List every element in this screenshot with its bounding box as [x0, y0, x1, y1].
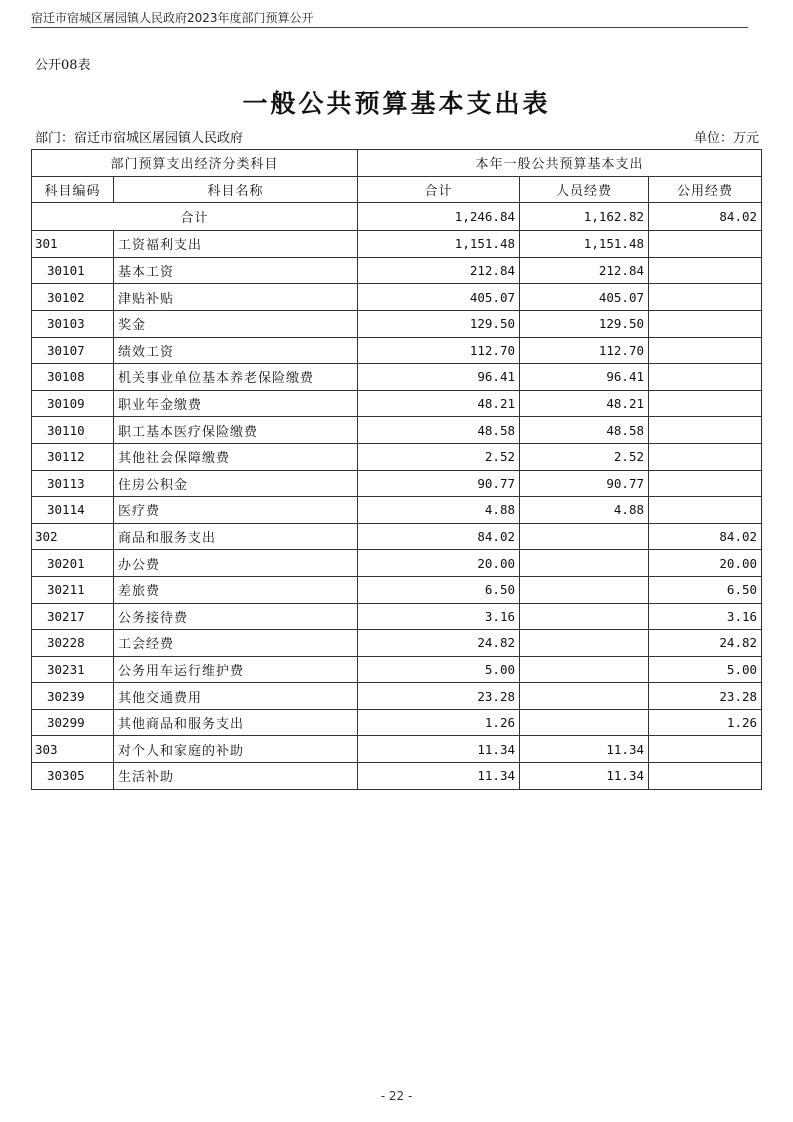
amount-public-cell: 3.16 [649, 603, 762, 630]
amount-personnel-cell [520, 683, 649, 710]
account-code-cell: 30211 [32, 576, 114, 603]
table-row [32, 630, 762, 657]
account-name-cell: 差旅费 [114, 576, 358, 603]
column-header-public: 公用经费 [649, 176, 762, 203]
amount-personnel-cell: 11.34 [520, 736, 649, 763]
amount-personnel-cell [520, 709, 649, 736]
table-row [32, 284, 762, 311]
account-code-cell: 30305 [32, 763, 114, 790]
amount-total-cell: 5.00 [358, 656, 520, 683]
form-number: 公开08表 [35, 58, 91, 73]
amount-personnel-cell: 90.77 [520, 470, 649, 497]
account-name-cell: 住房公积金 [114, 470, 358, 497]
column-header-personnel: 人员经费 [520, 176, 649, 203]
amount-personnel-cell: 112.70 [520, 337, 649, 364]
amount-public-cell [649, 231, 762, 258]
total-public-cell: 84.02 [649, 203, 762, 231]
amount-personnel-cell: 48.21 [520, 390, 649, 417]
header-divider [31, 27, 748, 28]
amount-total-cell: 90.77 [358, 470, 520, 497]
account-name-cell: 办公费 [114, 550, 358, 577]
account-code-cell: 30112 [32, 443, 114, 470]
column-header-total: 合计 [358, 176, 520, 203]
amount-public-cell: 20.00 [649, 550, 762, 577]
account-name-cell: 公务接待费 [114, 603, 358, 630]
account-name-cell: 其他交通费用 [114, 683, 358, 710]
account-code-cell: 30114 [32, 497, 114, 524]
amount-public-cell [649, 763, 762, 790]
department-label: 部门：宿迁市宿城区屠园镇人民政府 [35, 131, 244, 146]
amount-public-cell: 24.82 [649, 630, 762, 657]
table-row [32, 497, 762, 524]
amount-personnel-cell [520, 550, 649, 577]
account-name-cell: 工会经费 [114, 630, 358, 657]
amount-total-cell: 6.50 [358, 576, 520, 603]
amount-total-cell: 1.26 [358, 709, 520, 736]
amount-total-cell: 1,151.48 [358, 231, 520, 258]
amount-personnel-cell: 212.84 [520, 257, 649, 284]
amount-public-cell: 6.50 [649, 576, 762, 603]
table-row [32, 550, 762, 577]
account-code-cell: 30113 [32, 470, 114, 497]
account-name-cell: 职工基本医疗保险缴费 [114, 417, 358, 444]
table-row [32, 576, 762, 603]
account-code-cell: 30201 [32, 550, 114, 577]
amount-total-cell: 405.07 [358, 284, 520, 311]
account-code-cell: 30299 [32, 709, 114, 736]
amount-personnel-cell: 405.07 [520, 284, 649, 311]
amount-total-cell: 129.50 [358, 310, 520, 337]
amount-personnel-cell: 2.52 [520, 443, 649, 470]
amount-personnel-cell [520, 523, 649, 550]
amount-total-cell: 2.52 [358, 443, 520, 470]
amount-public-cell [649, 284, 762, 311]
amount-total-cell: 48.58 [358, 417, 520, 444]
amount-personnel-cell: 1,151.48 [520, 231, 649, 258]
amount-total-cell: 20.00 [358, 550, 520, 577]
table-row [32, 603, 762, 630]
amount-public-cell [649, 337, 762, 364]
table-row [32, 257, 762, 284]
amount-personnel-cell: 96.41 [520, 364, 649, 391]
page-number: - 22 - [380, 1089, 413, 1103]
table-row [32, 523, 762, 550]
total-label: 合计 [32, 203, 358, 231]
table-row [32, 709, 762, 736]
total-row [32, 203, 762, 231]
account-name-cell: 公务用车运行维护费 [114, 656, 358, 683]
amount-personnel-cell [520, 576, 649, 603]
budget-table [31, 149, 762, 790]
account-code-cell: 30101 [32, 257, 114, 284]
total-personnel-cell: 1,162.82 [520, 203, 649, 231]
amount-total-cell: 24.82 [358, 630, 520, 657]
table-row [32, 231, 762, 258]
table-row [32, 443, 762, 470]
amount-personnel-cell [520, 630, 649, 657]
amount-public-cell [649, 417, 762, 444]
amount-total-cell: 4.88 [358, 497, 520, 524]
total-amount-cell: 1,246.84 [358, 203, 520, 231]
amount-public-cell [649, 497, 762, 524]
account-code-cell: 30231 [32, 656, 114, 683]
table-row [32, 390, 762, 417]
unit-label: 单位：万元 [693, 131, 759, 146]
table-row [32, 310, 762, 337]
account-code-cell: 30217 [32, 603, 114, 630]
amount-total-cell: 48.21 [358, 390, 520, 417]
account-name-cell: 职业年金缴费 [114, 390, 358, 417]
account-code-cell: 30109 [32, 390, 114, 417]
table-row [32, 417, 762, 444]
table-row [32, 656, 762, 683]
header-group-expenditure: 本年一般公共预算基本支出 [358, 150, 762, 177]
amount-personnel-cell: 48.58 [520, 417, 649, 444]
table-row [32, 364, 762, 391]
column-header-code: 科目编码 [32, 176, 114, 203]
amount-public-cell [649, 364, 762, 391]
table-row [32, 683, 762, 710]
account-name-cell: 奖金 [114, 310, 358, 337]
account-code-cell: 301 [32, 231, 114, 258]
document-header: 宿迁市宿城区屠园镇人民政府2023年度部门预算公开 [31, 11, 314, 25]
amount-total-cell: 96.41 [358, 364, 520, 391]
account-name-cell: 对个人和家庭的补助 [114, 736, 358, 763]
account-code-cell: 30108 [32, 364, 114, 391]
account-code-cell: 30110 [32, 417, 114, 444]
amount-personnel-cell [520, 656, 649, 683]
account-code-cell: 30107 [32, 337, 114, 364]
table-row [32, 470, 762, 497]
account-code-cell: 30228 [32, 630, 114, 657]
account-code-cell: 303 [32, 736, 114, 763]
amount-public-cell [649, 736, 762, 763]
account-name-cell: 津贴补贴 [114, 284, 358, 311]
account-name-cell: 商品和服务支出 [114, 523, 358, 550]
account-code-cell: 30239 [32, 683, 114, 710]
account-name-cell: 基本工资 [114, 257, 358, 284]
amount-personnel-cell [520, 603, 649, 630]
amount-personnel-cell: 4.88 [520, 497, 649, 524]
account-name-cell: 工资福利支出 [114, 231, 358, 258]
amount-personnel-cell: 129.50 [520, 310, 649, 337]
amount-public-cell: 5.00 [649, 656, 762, 683]
amount-total-cell: 11.34 [358, 763, 520, 790]
account-name-cell: 绩效工资 [114, 337, 358, 364]
account-code-cell: 302 [32, 523, 114, 550]
amount-personnel-cell: 11.34 [520, 763, 649, 790]
table-row [32, 337, 762, 364]
column-header-name: 科目名称 [114, 176, 358, 203]
account-name-cell: 其他商品和服务支出 [114, 709, 358, 736]
amount-total-cell: 112.70 [358, 337, 520, 364]
account-name-cell: 医疗费 [114, 497, 358, 524]
amount-public-cell [649, 310, 762, 337]
page-title: 一般公共预算基本支出表 [242, 89, 551, 118]
amount-public-cell [649, 470, 762, 497]
table-row [32, 736, 762, 763]
amount-total-cell: 84.02 [358, 523, 520, 550]
account-name-cell: 生活补助 [114, 763, 358, 790]
amount-public-cell: 23.28 [649, 683, 762, 710]
amount-total-cell: 11.34 [358, 736, 520, 763]
header-group-classification: 部门预算支出经济分类科目 [32, 150, 358, 177]
amount-public-cell: 1.26 [649, 709, 762, 736]
amount-public-cell [649, 443, 762, 470]
amount-total-cell: 3.16 [358, 603, 520, 630]
amount-public-cell: 84.02 [649, 523, 762, 550]
amount-public-cell [649, 390, 762, 417]
amount-total-cell: 212.84 [358, 257, 520, 284]
account-name-cell: 机关事业单位基本养老保险缴费 [114, 364, 358, 391]
amount-public-cell [649, 257, 762, 284]
amount-total-cell: 23.28 [358, 683, 520, 710]
account-code-cell: 30103 [32, 310, 114, 337]
account-code-cell: 30102 [32, 284, 114, 311]
account-name-cell: 其他社会保障缴费 [114, 443, 358, 470]
table-row [32, 763, 762, 790]
